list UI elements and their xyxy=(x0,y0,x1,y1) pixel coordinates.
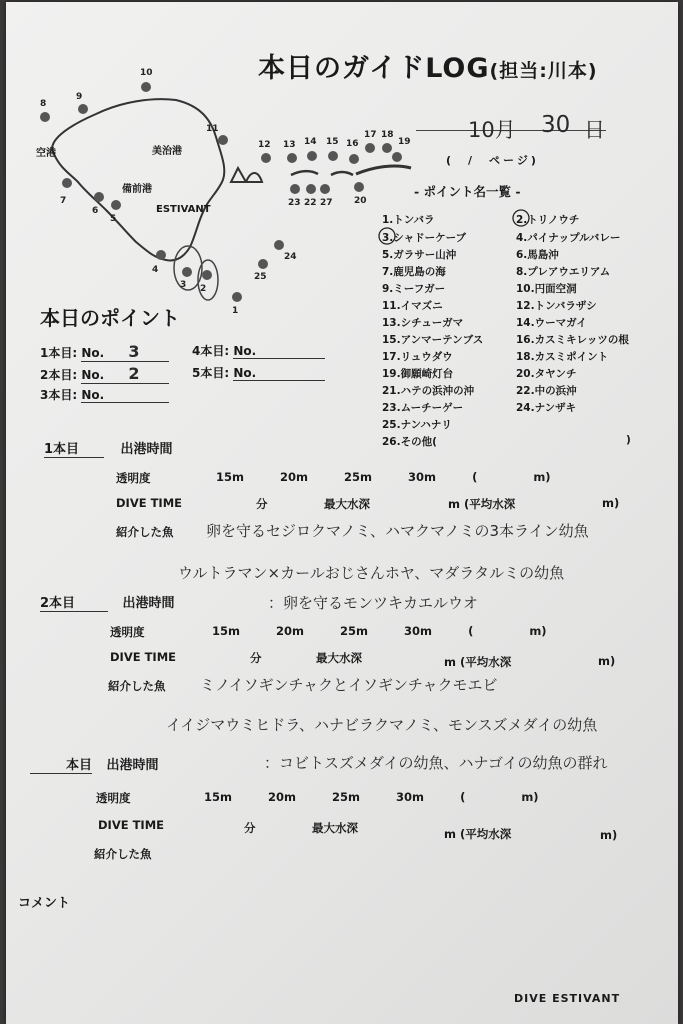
spot-number-13: 13 xyxy=(283,140,296,150)
point-item: 6.馬島沖 xyxy=(516,249,559,261)
point-item: 10.円面空洞 xyxy=(516,283,577,295)
row-label: 4本目: xyxy=(192,344,230,358)
dive-1-transparency-options: 15m 20m 25m 30m ( m) xyxy=(216,470,551,484)
row-field: No. xyxy=(81,388,169,403)
point-item: 13.シチューガマ xyxy=(382,317,464,329)
row-label: 3本目: xyxy=(40,388,78,402)
row-label: 5本目: xyxy=(192,366,230,380)
dive-3-header: 本目 出港時間 xyxy=(30,754,159,774)
dive-3-transparency-options: 15m 20m 25m 30m ( m) xyxy=(204,790,539,804)
spot-dot-25 xyxy=(258,259,268,269)
spot-number-7: 7 xyxy=(60,196,67,206)
dive-2-note-2: イイジマウミヒドラ、ハナビラクマノミ、モンスズメダイの幼魚 xyxy=(166,716,598,734)
dive-1-avg-close: m) xyxy=(602,496,620,510)
row-field: No. xyxy=(233,344,325,359)
spot-dot-4 xyxy=(156,250,166,260)
dive-2-header: 2本目 出港時間 xyxy=(40,592,175,612)
dive-1-minutes: 分 xyxy=(256,497,268,511)
spot-number-6: 6 xyxy=(92,206,99,216)
dive-1-fish-label: 紹介した魚 xyxy=(116,525,174,539)
point-item: 3.シャドーケーブ xyxy=(382,232,467,244)
point-item: 14.ウーマガイ xyxy=(516,317,587,329)
point-item: 4.パイナップルバレー xyxy=(516,232,621,244)
point-item: 19.御願崎灯台 xyxy=(382,368,454,380)
point-item: 2.トリノウチ xyxy=(516,214,580,226)
reef-shape-3 xyxy=(356,166,411,174)
spot-dot-8 xyxy=(40,112,50,122)
spot-number-10: 10 xyxy=(140,68,153,78)
dive-2-avg-close: m) xyxy=(598,654,616,668)
spot-number-14: 14 xyxy=(304,137,317,147)
spot-dot-5 xyxy=(111,200,121,210)
spot-dot-24 xyxy=(274,240,284,250)
spot-dot-16 xyxy=(349,154,359,164)
spot-number-19: 19 xyxy=(398,137,411,147)
dive-3-minutes: 分 xyxy=(244,821,256,835)
spot-number-24: 24 xyxy=(284,252,297,262)
row-label: 1本目: xyxy=(40,346,78,360)
spot-dot-14 xyxy=(307,151,317,161)
dive-2-departure-note: ：卵を守るモンツキカエルウオ xyxy=(268,594,479,612)
point-item: 20.タヤンチ xyxy=(516,368,577,380)
spot-dot-27 xyxy=(320,184,330,194)
footer-brand: DIVE ESTIVANT xyxy=(514,992,621,1005)
point-item: 1.トンバラ xyxy=(382,214,435,226)
point-item: 5.ガラサー山沖 xyxy=(382,249,457,261)
spot-dot-7 xyxy=(62,178,72,188)
spot-number-15: 15 xyxy=(326,137,339,147)
spot-number-17: 17 xyxy=(364,130,377,140)
point-item: 18.カスミポイント xyxy=(516,351,609,363)
spot-number-11: 11 xyxy=(206,124,219,134)
spot-number-8: 8 xyxy=(40,99,47,109)
spot-dot-20 xyxy=(354,182,364,192)
comment-label: コメント xyxy=(18,896,71,911)
spot-number-23: 23 xyxy=(288,198,301,208)
today-point-row-3 xyxy=(40,386,169,403)
point-list-close: ) xyxy=(626,434,631,446)
spot-number-22: 22 xyxy=(304,198,317,208)
dive-1-divetime-label: DIVE TIME xyxy=(116,496,183,510)
point-item: 25.ナンハナリ xyxy=(382,419,452,431)
spot-number-2: 2 xyxy=(200,284,207,294)
dive-3-avg-close: m) xyxy=(600,828,618,842)
spot-dot-15 xyxy=(328,151,338,161)
dive-3-departure-note: ：コビトスズメダイの幼魚、ハナゴイの幼魚の群れ xyxy=(264,754,608,772)
date-day: 30 xyxy=(541,112,571,138)
spot-number-3: 3 xyxy=(180,280,187,290)
spot-dot-9 xyxy=(78,104,88,114)
dive-2-divetime-label: DIVE TIME xyxy=(110,650,177,664)
today-points-heading: 本日のポイント xyxy=(40,306,180,330)
point-item: 22.中の浜沖 xyxy=(516,385,577,397)
page-title: 本日のガイドLOG(担当:川本) xyxy=(258,53,598,84)
spot-number-12: 12 xyxy=(258,140,271,150)
spot-dot-6 xyxy=(94,192,104,202)
reef-shape-2 xyxy=(331,172,353,175)
spot-dot-13 xyxy=(287,153,297,163)
spot-dot-10 xyxy=(141,82,151,92)
point-item: 8.プレアウエリアム xyxy=(516,266,611,278)
dive-1-avg-depth: m (平均水深 xyxy=(448,497,516,511)
row-field: No. 2 xyxy=(81,364,169,384)
dive-3-transparency-label: 透明度 xyxy=(96,791,131,805)
dive-1-note-1: 卵を守るセジロクマノミ、ハマクマノミの3本ライン幼魚 xyxy=(206,522,589,540)
spot-number-5: 5 xyxy=(110,214,117,224)
point-item: 9.ミーフガー xyxy=(382,283,446,295)
today-point-row-1 xyxy=(40,342,169,362)
points-list-heading: - ポイント名一覧 - xyxy=(414,184,521,199)
point-item: 26.その他( xyxy=(382,436,437,448)
dive-1-note-2: ウルトラマン×カールおじさんホヤ、マダラタルミの幼魚 xyxy=(178,564,565,582)
map-label-airport: 空港 xyxy=(36,148,56,159)
spot-dot-2 xyxy=(202,270,212,280)
point-item: 24.ナンザキ xyxy=(516,402,577,414)
map-label-estivant: ESTIVANT xyxy=(156,204,211,215)
dive-2-max-depth: 最大水深 xyxy=(316,651,362,665)
date-month: 10月 xyxy=(468,118,516,142)
spot-dot-23 xyxy=(290,184,300,194)
spot-dot-17 xyxy=(365,143,375,153)
page-indicator: ( / ページ) xyxy=(446,154,539,167)
point-item: 17.リュウダウ xyxy=(382,351,453,363)
spot-number-20: 20 xyxy=(354,196,367,206)
point-2-circle xyxy=(510,207,534,227)
dive-2-avg-depth: m (平均水深 xyxy=(444,655,512,669)
spot-number-25: 25 xyxy=(254,272,267,282)
dive-2-minutes: 分 xyxy=(250,651,262,665)
row-label: 2本目: xyxy=(40,368,78,382)
spot-dot-1 xyxy=(232,292,242,302)
spot-dot-12 xyxy=(261,153,271,163)
dive-2-fish-label: 紹介した魚 xyxy=(108,679,166,693)
spot-number-16: 16 xyxy=(346,139,359,149)
spot-2-circle xyxy=(198,260,218,300)
point-3-circle xyxy=(376,226,400,246)
spot-dot-11 xyxy=(218,135,228,145)
dive-1-transparency-label: 透明度 xyxy=(116,471,151,485)
spot-dot-22 xyxy=(306,184,316,194)
spot-number-27: 27 xyxy=(320,198,333,208)
map-label-port-1: 美治港 xyxy=(152,146,182,157)
reef-shape-1 xyxy=(291,171,318,175)
spot-number-1: 1 xyxy=(232,306,239,316)
log-sheet xyxy=(6,2,678,1024)
today-point-row-5 xyxy=(192,364,325,381)
point-item: 21.ハテの浜沖の沖 xyxy=(382,385,475,397)
point-item: 23.ムーチーゲー xyxy=(382,402,464,414)
point-item: 16.カスミキレッツの根 xyxy=(516,334,629,346)
dive-3-avg-depth: m (平均水深 xyxy=(444,827,512,841)
spot-number-18: 18 xyxy=(381,130,394,140)
small-islet-shape xyxy=(231,168,262,182)
point-item: 11.イマズニ xyxy=(382,300,443,312)
point-item: 12.トンバラザシ xyxy=(516,300,597,312)
dive-2-transparency-options: 15m 20m 25m 30m ( m) xyxy=(212,624,547,638)
dive-1-header: 1本目 出港時間 xyxy=(44,438,173,458)
point-item: 15.アンマーテンブス xyxy=(382,334,484,346)
spot-dot-3 xyxy=(182,267,192,277)
row-field: No. 3 xyxy=(81,342,169,362)
today-point-row-4 xyxy=(192,342,325,359)
dive-3-max-depth: 最大水深 xyxy=(312,821,358,835)
dive-3-fish-label: 紹介した魚 xyxy=(94,847,152,861)
spot-number-4: 4 xyxy=(152,265,159,275)
spot-dot-18 xyxy=(382,143,392,153)
today-point-row-2 xyxy=(40,364,169,384)
dive-3-divetime-label: DIVE TIME xyxy=(98,818,165,832)
point-item: 7.鹿児島の海 xyxy=(382,266,446,278)
row-field: No. xyxy=(233,366,325,381)
spot-dot-19 xyxy=(392,152,402,162)
dive-2-note-1: ミノイソギンチャクとイソギンチャクモエビ xyxy=(200,676,498,694)
map-label-port-2: 備前港 xyxy=(122,184,152,195)
dive-2-transparency-label: 透明度 xyxy=(110,625,145,639)
dive-1-max-depth: 最大水深 xyxy=(324,497,370,511)
spot-number-9: 9 xyxy=(76,92,83,102)
date-day-label: 日 xyxy=(584,118,605,142)
